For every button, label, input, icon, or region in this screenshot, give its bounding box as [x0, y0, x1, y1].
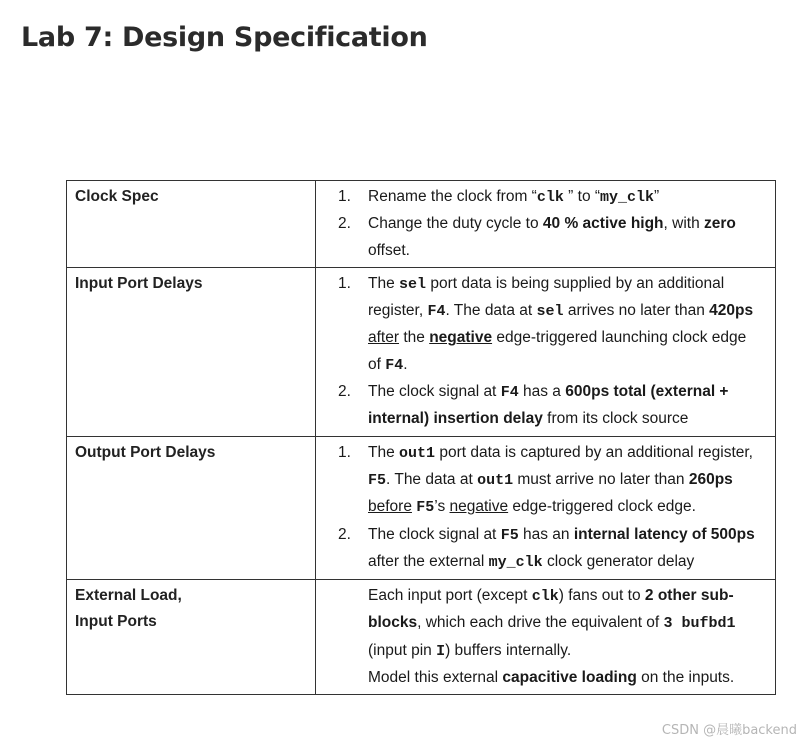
table-row	[67, 436, 776, 579]
list-item: 2. Change the duty cycle to 40 % active high, with zero offset.	[338, 215, 736, 259]
table-row	[67, 267, 776, 436]
watermark: CSDN @晨曦backend	[661, 723, 797, 738]
list-item: 2. The clock signal at F5 has an internal latency of 500ps after the external my_clk clock generator delay	[338, 525, 755, 571]
paragraph: Model this external capacitive loading on the inputs.	[368, 669, 735, 687]
list-item: 2. The clock signal at F4 has a 600ps total (external + internal) insertion delay from its clock source	[338, 383, 729, 428]
table-row	[67, 580, 776, 695]
row-label-external-load: External Load, Input Ports	[67, 580, 316, 695]
row-content-input-port-delays	[316, 267, 776, 436]
spec-table	[66, 180, 776, 695]
list-item: 1. The out1 port data is captured by an additional register, F5. The data at out1 must arrive no later than 260ps before F5’s negative edge-triggered clock edge.	[338, 443, 753, 517]
page-title: Lab 7: Design Specification	[21, 22, 428, 53]
table-row	[67, 181, 776, 268]
list-item: 1. Rename the clock from “clk ” to “my_clk”	[338, 188, 660, 206]
list-item: 1. The sel port data is being supplied by an additional register, F4. The data at sel arrives no later than 420ps after the negative edge-triggered launching clock edge of F4.	[338, 274, 754, 374]
row-content-clock-spec	[316, 181, 776, 268]
row-label-input-port-delays: Input Port Delays	[67, 267, 316, 436]
row-content-output-port-delays	[316, 436, 776, 579]
row-label-clock-spec: Clock Spec	[67, 181, 316, 268]
paragraph: Each input port (except clk) fans out to 2 other sub-blocks, which each drive the equivalent of 3 bufbd1 (input pin I) buffers internally.	[368, 587, 736, 660]
row-label-output-port-delays: Output Port Delays	[67, 436, 316, 579]
row-content-external-load	[316, 580, 776, 695]
